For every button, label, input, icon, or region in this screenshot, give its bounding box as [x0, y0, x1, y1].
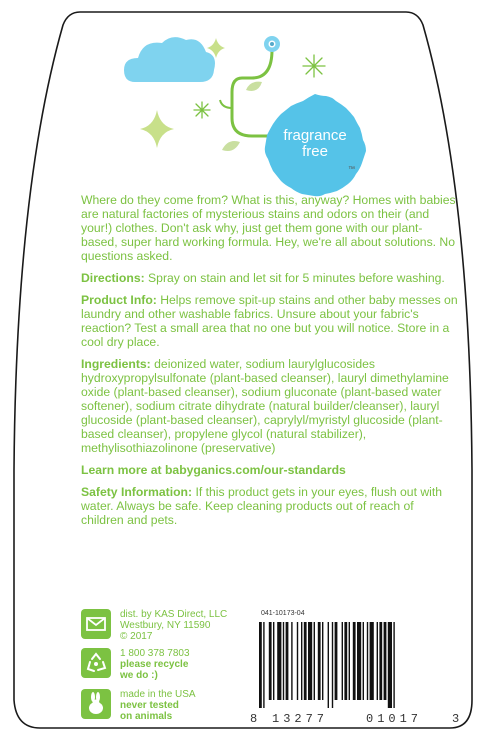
barcode — [255, 622, 460, 708]
recycle-info — [120, 648, 190, 681]
distributor-row — [81, 609, 227, 642]
barcode-bar — [283, 622, 284, 700]
barcode-bar — [269, 622, 272, 700]
barcode-bar — [314, 622, 315, 700]
bud-icon — [264, 36, 280, 52]
safety-heading: Safety Information: — [81, 485, 193, 499]
origin-info — [120, 689, 196, 722]
bunny-icon — [81, 689, 111, 719]
barcode-bar — [379, 622, 382, 700]
we-do-line — [120, 670, 190, 681]
barcode-bar — [308, 622, 312, 700]
directions-paragraph — [81, 271, 459, 285]
distributor-info — [120, 609, 227, 642]
barcode-bar — [367, 622, 368, 700]
barcode-bar — [349, 622, 350, 700]
safety-paragraph — [81, 485, 459, 527]
product-info-heading: Product Info: — [81, 293, 157, 307]
vine-stem — [232, 50, 272, 136]
barcode-bar — [318, 622, 321, 700]
intro-paragraph: Where do they come from? What is this, anyway? Homes with babies are natural factories of mysterious stains and odors on their (and your!) clothes. Don't ask why, just get them gone with our plant-based, super hard working formula. Hey, we're all about solutions. No questions asked. — [81, 193, 456, 263]
barcode-bar — [332, 622, 333, 708]
cloud-icon — [124, 37, 215, 82]
upc-group-right: 01017 — [366, 712, 423, 726]
barcode-bar — [322, 622, 323, 700]
we-do-text: we do :) — [120, 670, 158, 681]
directions-text: Spray on stain and let sit for 5 minutes before washing. — [144, 271, 445, 285]
barcode-bar — [277, 622, 281, 700]
never-tested-text: never tested — [120, 700, 179, 711]
phone-number: 1 800 378 7803 — [120, 648, 190, 659]
barcode-bar — [384, 622, 387, 700]
barcode-bar — [344, 622, 347, 700]
upc-group-left: 13277 — [272, 712, 329, 726]
upc-digit-left: 8 — [250, 712, 258, 726]
upc-digit-right: 3 — [452, 712, 460, 726]
label-body — [81, 193, 459, 535]
barcode-bar — [304, 622, 307, 700]
made-in-usa: made in the USA — [120, 689, 196, 700]
badge-label — [264, 128, 366, 160]
badge-line-1: fragrance — [283, 127, 347, 144]
learn-more-link: Learn more at babyganics.com/our-standards — [81, 463, 346, 477]
barcode-bar — [342, 622, 343, 700]
product-info-text: Helps remove spit-up stains and other baby messes on laundry and other washable fabrics. Unsure about your fabric's reaction? Test a small area that no one but you will notice. Store in a cool dry place. — [81, 293, 458, 349]
ingredients-heading: Ingredients: — [81, 357, 151, 371]
recycle-icon — [81, 648, 111, 678]
distributor-city: Westbury, NY 11590 — [120, 620, 211, 631]
barcode-bar — [393, 622, 394, 708]
envelope-icon — [81, 609, 111, 639]
barcode-bar — [328, 622, 329, 708]
barcode-bar — [297, 622, 298, 700]
ingredients-paragraph — [81, 357, 459, 455]
barcode-bar — [357, 622, 361, 700]
barcode-bar — [259, 622, 262, 708]
trademark-symbol: ™ — [348, 166, 355, 173]
barcode-bar — [291, 622, 292, 700]
barcode-bar — [286, 622, 289, 700]
on-animals-text: on animals — [120, 711, 173, 722]
barcode-bar — [370, 622, 374, 700]
origin-row — [81, 689, 196, 722]
barcode-bar — [363, 622, 364, 700]
recycle-text: please recycle — [120, 659, 189, 670]
badge-line-2: free — [302, 143, 328, 160]
ingredients-text: deionized water, sodium laurylglucosides hydroxypropylsulfonate (plant-based cleanser), lauryl dimethylamine oxide (plant-based cleanser), sodium gluconate (plant-based water softener), sodium citrate dihydrate (natural builder/cleanser), lauryl glucoside (plant-based cleanser), caprylyl/myristyl glucoside (plant-based cleanser), propylene glycol (natural stabilizer), methylisothiazolinone (preservative) — [81, 357, 449, 455]
barcode-bar — [335, 622, 338, 700]
barcode-bar — [388, 622, 392, 708]
barcode-bar — [353, 622, 356, 700]
product-info-paragraph — [81, 293, 459, 349]
copyright: © 2017 — [120, 631, 153, 642]
barcode-bar — [377, 622, 378, 700]
barcode-bar — [301, 622, 302, 700]
never-tested-line — [120, 700, 196, 711]
barcode-bar — [273, 622, 274, 700]
directions-heading: Directions: — [81, 271, 145, 285]
product-code: 041-10173-04 — [261, 610, 305, 617]
barcode-bar — [263, 622, 264, 708]
on-animals-line — [120, 711, 196, 722]
safety-text: If this product gets in your eyes, flush out with water. Always be safe. Keep cleaning products out of reach of children and pets. — [81, 485, 443, 527]
distributor-name: dist. by KAS Direct, LLC — [120, 609, 228, 620]
leaf-icon — [222, 82, 262, 151]
recycle-line — [120, 659, 190, 670]
recycle-row — [81, 648, 190, 681]
